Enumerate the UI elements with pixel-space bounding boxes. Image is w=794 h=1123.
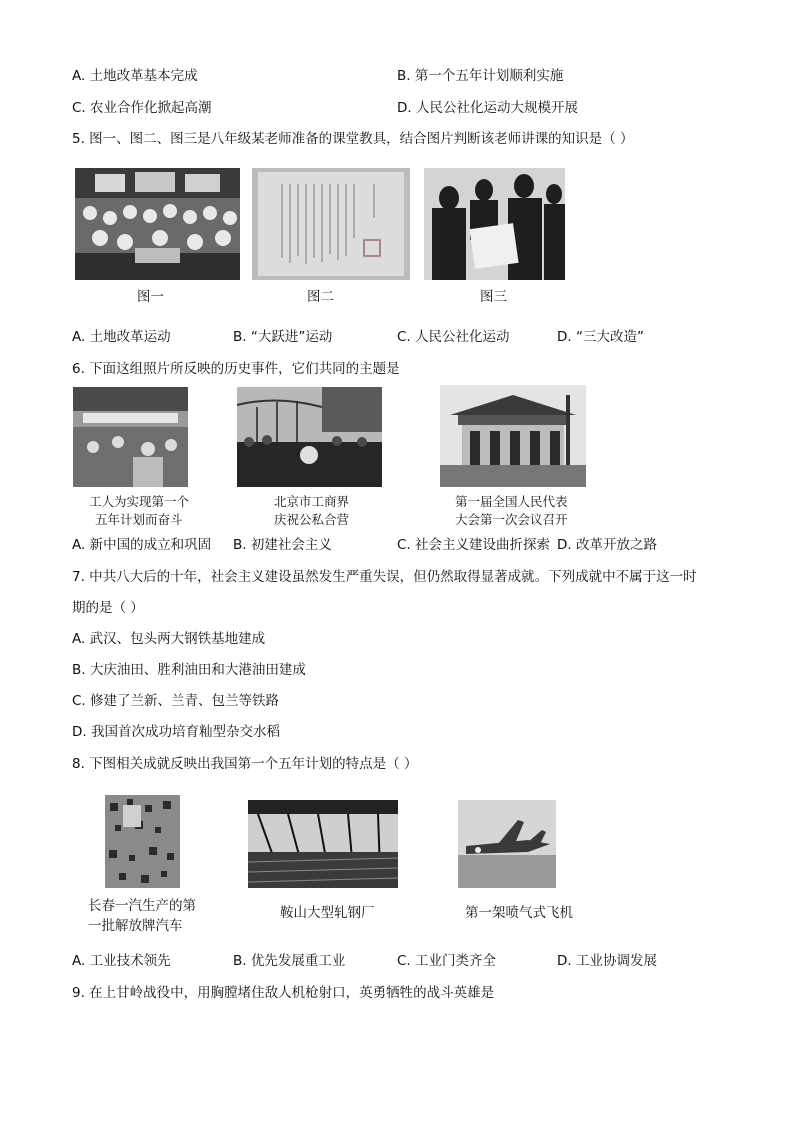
q8-photo-steel-mill xyxy=(248,800,398,888)
q6-option-a: A. 新中国的成立和巩固 xyxy=(72,537,212,553)
q7-option-d: D. 我国首次成功培育籼型杂交水稻 xyxy=(72,724,280,740)
q7-stem-line-1: 7. 中共八大后的十年，社会主义建设虽然发生严重失误，但仍然取得显著成就。下列成就中不属于这一时 xyxy=(72,569,697,585)
q5-option-c: C. 人民公社化运动 xyxy=(397,329,510,345)
q9-stem: 9. 在上甘岭战役中，用胸膛堵住敌人机枪射口，英勇牺牲的战斗英雄是 xyxy=(72,985,495,1001)
q6-photo-hall xyxy=(440,385,586,487)
q5-option-a: A. 土地改革运动 xyxy=(72,329,171,345)
q5-photo-document xyxy=(252,168,410,280)
q6-caption-3-line-1: 第一届全国人民代表 xyxy=(455,494,568,509)
q8-caption-1-line-1: 长春一汽生产的第 xyxy=(88,898,196,914)
q5-stem: 5. 图一、图二、图三是八年级某老师准备的课堂教具，结合图片判断该老师讲课的知识是（ ） xyxy=(72,131,634,147)
q8-photo-jet xyxy=(458,800,556,888)
q8-option-a: A. 工业技术领先 xyxy=(72,953,171,969)
q4-option-d: D. 人民公社化运动大规模开展 xyxy=(397,100,578,116)
q5-option-d: D. “三大改造” xyxy=(557,329,644,345)
q8-caption-2: 鞍山大型轧钢厂 xyxy=(280,905,375,921)
q8-caption-3: 第一架喷气式飞机 xyxy=(465,905,573,921)
q7-option-c: C. 修建了兰新、兰青、包兰等铁路 xyxy=(72,693,280,709)
q6-photo-celebration xyxy=(237,387,382,487)
q6-photo-workers xyxy=(73,387,188,487)
q5-photo-crowd xyxy=(75,168,240,280)
q5-caption-2: 图二 xyxy=(307,289,334,305)
q5-photo-officials xyxy=(424,168,565,280)
q4-option-a: A. 土地改革基本完成 xyxy=(72,68,198,84)
q8-stem: 8. 下图相关成就反映出我国第一个五年计划的特点是（ ） xyxy=(72,756,418,772)
q7-option-b: B. 大庆油田、胜利油田和大港油田建成 xyxy=(72,662,306,678)
q8-option-d: D. 工业协调发展 xyxy=(557,953,657,969)
q6-option-c: C. 社会主义建设曲折探索 xyxy=(397,537,551,553)
q8-option-c: C. 工业门类齐全 xyxy=(397,953,497,969)
q8-option-b: B. 优先发展重工业 xyxy=(233,953,346,969)
q7-stem-line-2: 期的是（ ） xyxy=(72,600,144,616)
q5-caption-3: 图三 xyxy=(480,289,507,305)
q6-caption-1-line-2: 五年计划而奋斗 xyxy=(95,512,183,527)
q5-caption-1: 图一 xyxy=(137,289,164,305)
q6-caption-3-line-2: 大会第一次会议召开 xyxy=(455,512,568,527)
q7-option-a: A. 武汉、包头两大钢铁基地建成 xyxy=(72,631,266,647)
q5-option-b: B. “大跃进”运动 xyxy=(233,329,333,345)
q8-photo-truck xyxy=(105,795,180,888)
q4-option-c: C. 农业合作化掀起高潮 xyxy=(72,100,212,116)
q6-caption-1-line-1: 工人为实现第一个 xyxy=(89,494,190,509)
q6-caption-2-line-2: 庆祝公私合营 xyxy=(274,512,350,527)
q8-caption-1-line-2: 一批解放牌汽车 xyxy=(88,918,183,934)
q4-option-b: B. 第一个五年计划顺利实施 xyxy=(397,68,564,84)
q6-option-d: D. 改革开放之路 xyxy=(557,537,657,553)
q6-caption-2-line-1: 北京市工商界 xyxy=(274,494,350,509)
q6-option-b: B. 初建社会主义 xyxy=(233,537,332,553)
q6-stem: 6. 下面这组照片所反映的历史事件，它们共同的主题是 xyxy=(72,361,400,377)
